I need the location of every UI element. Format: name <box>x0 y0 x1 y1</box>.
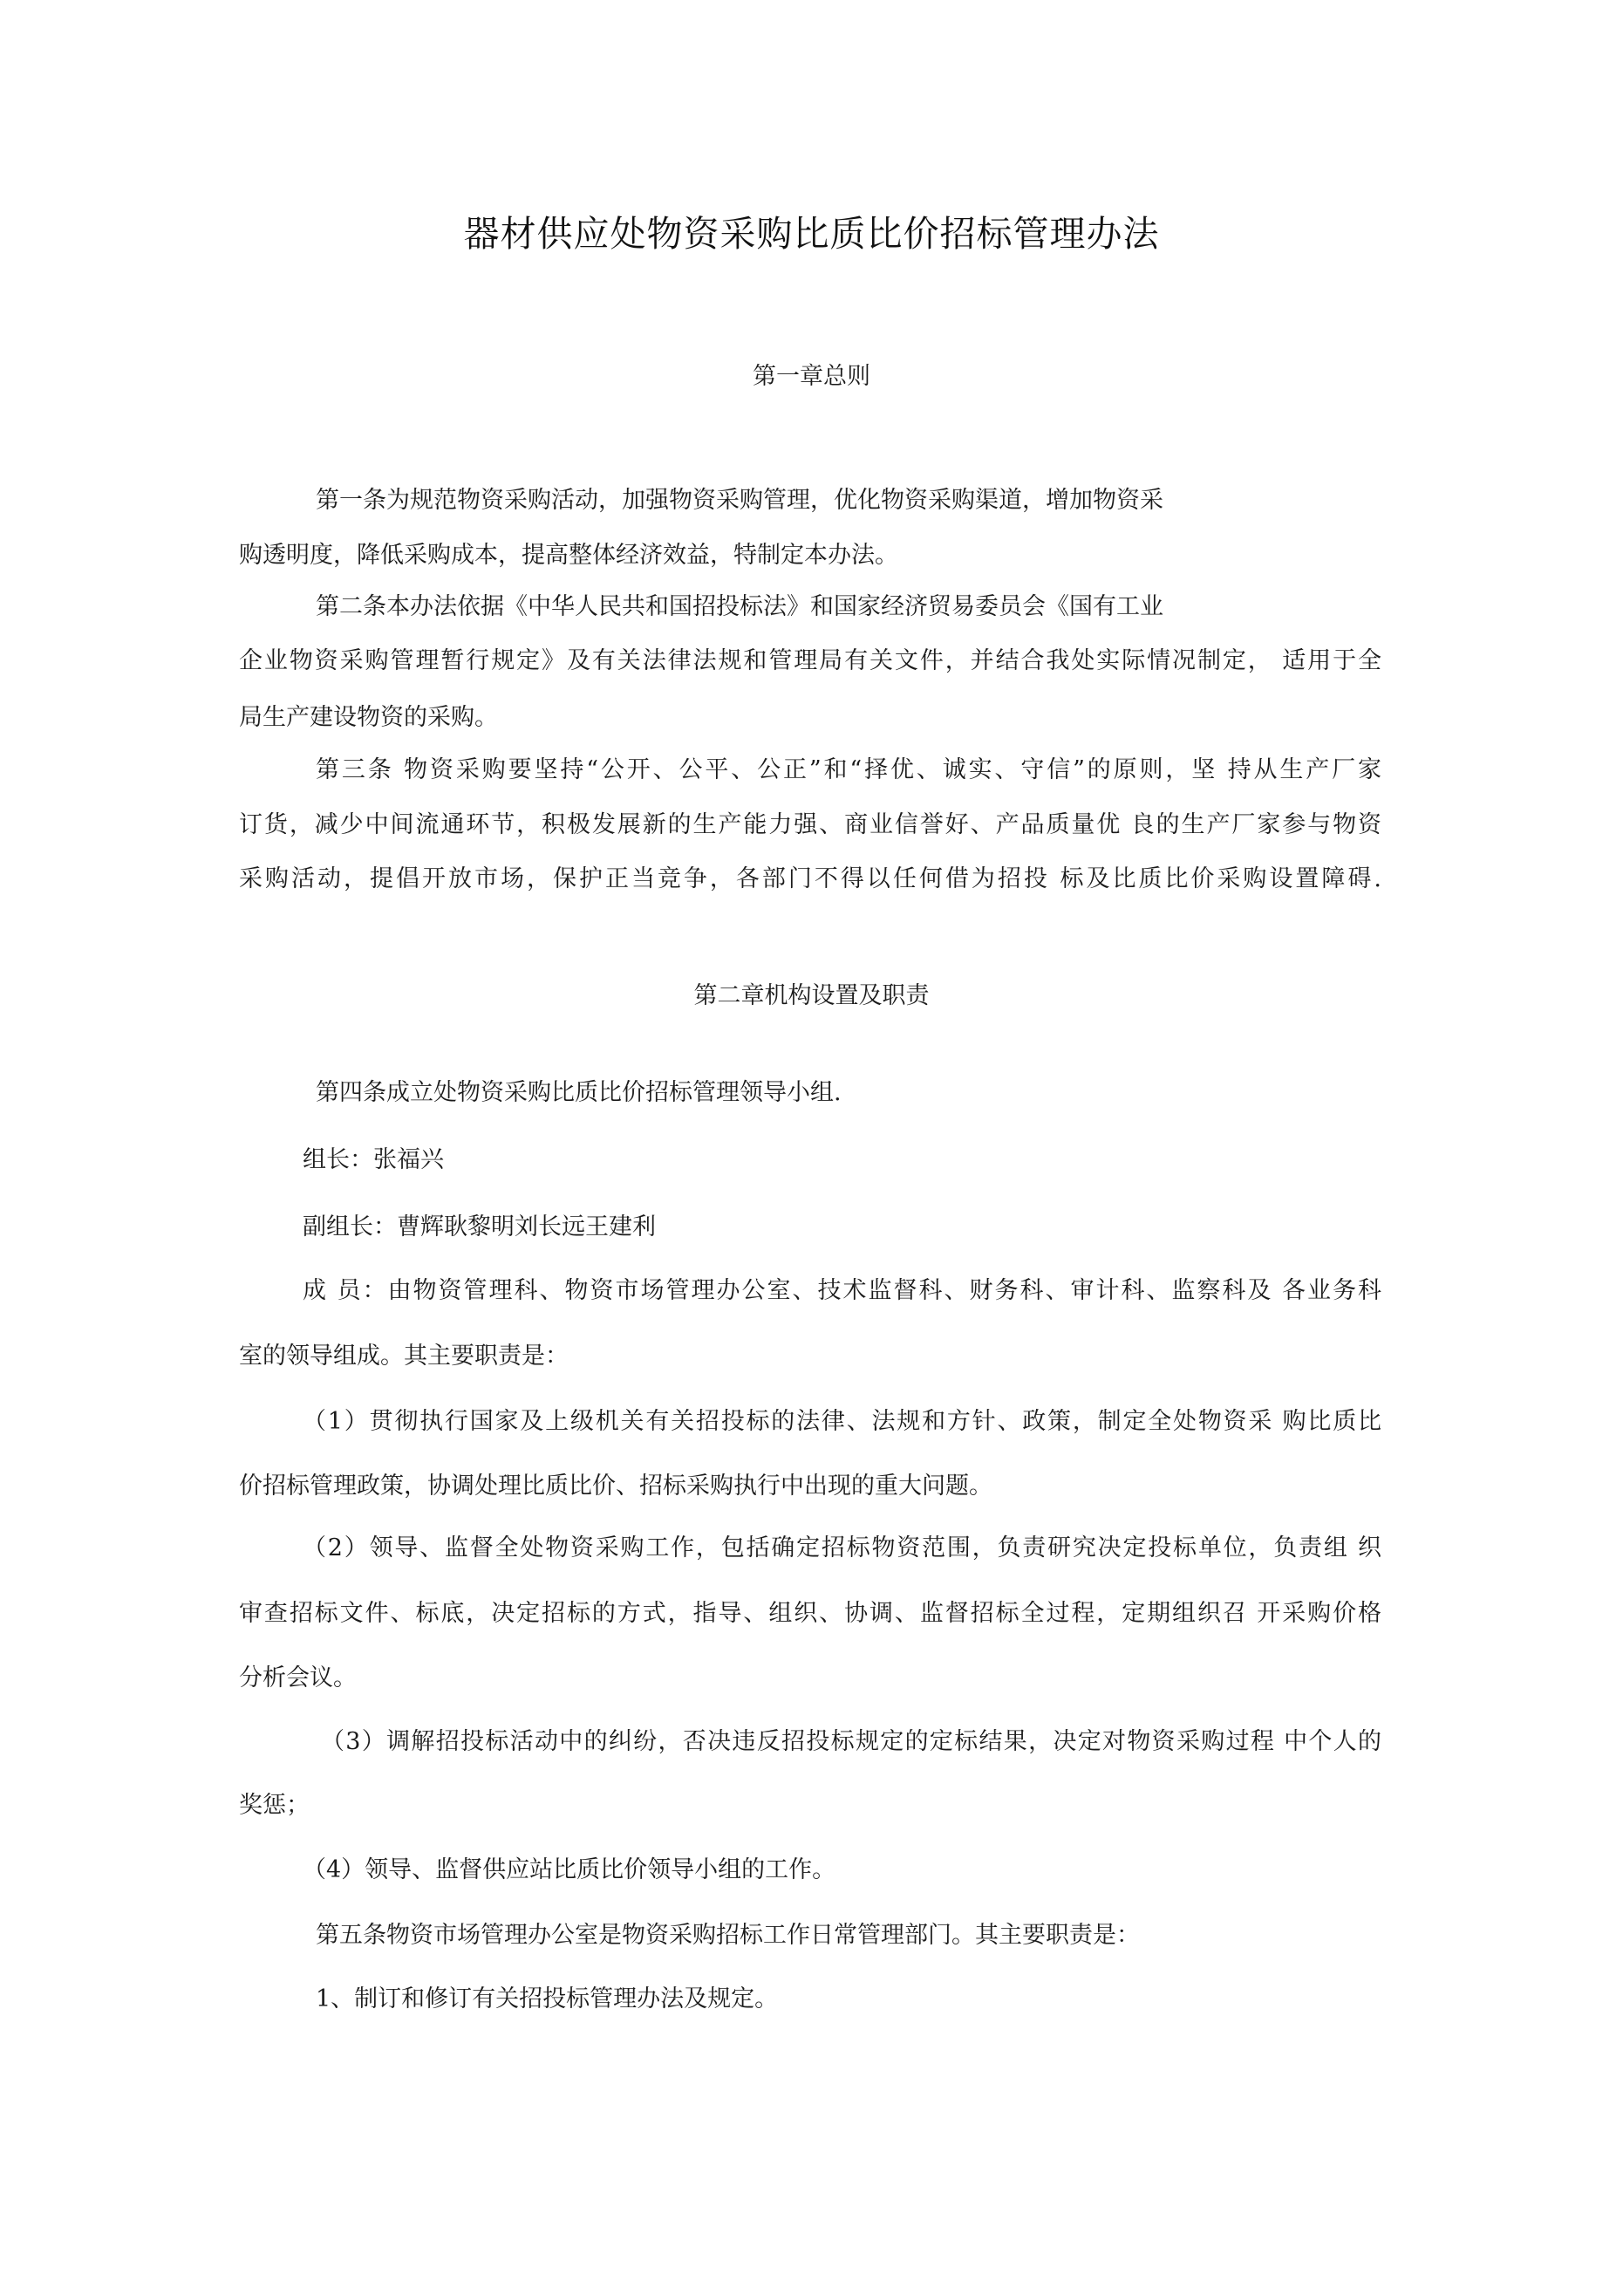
duty-3-line-2: 奖惩； <box>239 1792 310 1819</box>
duty-2-line-2: 审查招标文件、标底，决定招标的方式，指导、组织、协调、监督招标全过程，定期组织召 开采购价格 <box>239 1600 1381 1627</box>
members-line-1: 成 员：由物资管理科、物资市场管理办公室、技术监督科、财务科、审计科、监察科及 各业务科 <box>303 1277 1381 1304</box>
duty-4: （4）领导、监督供应站比质比价领导小组的工作。 <box>303 1856 836 1883</box>
article-5: 第五条物资市场管理办公室是物资采购招标工作日常管理部门。其主要职责是： <box>316 1922 1140 1949</box>
article-2-line-1: 第二条本办法依据《中华人民共和国招投标法》和国家经济贸易委员会《国有工业 <box>316 593 1163 620</box>
duty-3-line-1: （3）调解招投标活动中的纠纷，否决违反招投标规定的定标结果，决定对物资采购过程 中个人的 <box>321 1728 1381 1755</box>
article-1-line-2: 购透明度，降低采购成本，提高整体经济效益，特制定本办法。 <box>239 542 898 569</box>
chapter-heading-2: 第二章机构设置及职责 <box>693 982 930 1009</box>
article-3-line-3: 采购活动，提倡开放市场，保护正当竞争，各部门不得以任何借为招投 标及比质比价采购设置障碍. <box>239 865 1381 892</box>
duty-1-line-2: 价招标管理政策，协调处理比质比价、招标采购执行中出现的重大问题。 <box>239 1473 992 1500</box>
chapter-heading-1: 第一章总则 <box>753 363 870 390</box>
item-1: 1、制订和修订有关招投标管理办法及规定。 <box>316 1985 779 2012</box>
article-2-line-2: 企业物资采购管理暂行规定》及有关法律法规和管理局有关文件，并结合我处实际情况制定， 适用于全 <box>239 647 1381 674</box>
article-2-line-3: 局生产建设物资的采购。 <box>239 704 498 731</box>
duty-2-line-1: （2）领导、监督全处物资采购工作，包括确定招标物资范围，负责研究决定投标单位，负责组 织 <box>303 1534 1381 1561</box>
members-line-2: 室的领导组成。其主要职责是： <box>239 1343 569 1370</box>
article-3-line-2: 订货，减少中间流通环节，积极发展新的生产能力强、商业信誉好、产品质量优 良的生产厂家参与物资 <box>239 811 1381 838</box>
article-3-line-1: 第三条 物资采购要坚持“公开、公平、公正”和“择优、诚实、守信”的原则，坚 持从生产厂家 <box>316 756 1381 783</box>
deputy-leader-line: 副组长：曹辉耿黎明刘长远王建利 <box>303 1213 656 1240</box>
article-4: 第四条成立处物资采购比质比价招标管理领导小组. <box>316 1079 842 1106</box>
duty-2-line-3: 分析会议。 <box>239 1664 357 1691</box>
leader-line: 组长：张福兴 <box>303 1146 444 1173</box>
document-title: 器材供应处物资采购比质比价招标管理办法 <box>463 213 1160 255</box>
article-1-line-1: 第一条为规范物资采购活动，加强物资采购管理，优化物资采购渠道，增加物资采 <box>316 487 1163 514</box>
duty-1-line-1: （1）贯彻执行国家及上级机关有关招投标的法律、法规和方针、政策，制定全处物资采 购比质比 <box>303 1408 1381 1435</box>
